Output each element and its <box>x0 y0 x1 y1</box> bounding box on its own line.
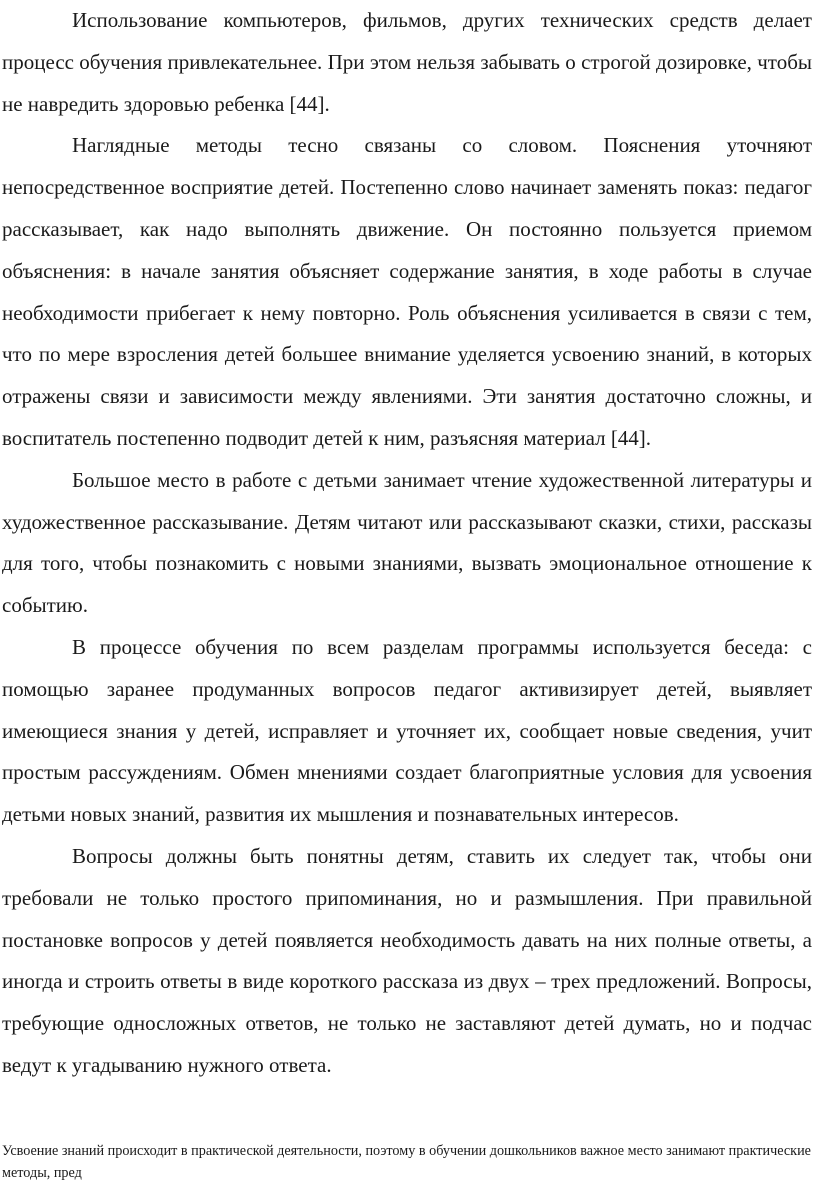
document-body <box>2 0 812 1087</box>
paragraph-4: В процессе обучения по всем разделам программы используется беседа: с помощью заранее продуманных вопросов педагог активизирует детей, выявляет имеющиеся знания у детей, исправляет и уточняет их, сообщает новые сведения, учит простым рассуждениям. Обмен мнениями создает благоприятные условия для усвоения детьми новых знаний, развития их мышления и познавательных интересов. <box>2 634 812 827</box>
footnote-text: Усвоение знаний происходит в практической деятельности, поэтому в обучении дошкольников важное место занимают практические методы, пред <box>2 1143 811 1181</box>
paragraph-5: Вопросы должны быть понятны детям, ставить их следует так, чтобы они требовали не только простого припоминания, но и размышления. При правильной постановке вопросов у детей появляется необходимость давать на них полные ответы, а иногда и строить ответы в виде короткого рассказа из двух – трех предложений. Вопросы, требующие односложных ответов, не только не заставляют детей думать, но и подчас ведут к угадыванию нужного ответа. <box>2 843 812 1077</box>
paragraph-1: Использование компьютеров, фильмов, других технических средств делает процесс обучения привлекательнее. При этом нельзя забывать о строгой дозировке, чтобы не навредить здоровью ребенка [44]. <box>2 8 812 116</box>
paragraph-2: Наглядные методы тесно связаны со словом. Пояснения уточняют непосредственное восприятие детей. Постепенно слово начинает заменять показ: педагог рассказывает, как надо выполнять движение. Он постоянно пользуется приемом объяснения: в начале занятия объясняет содержание занятия, в ходе работы в случае необходимости прибегает к нему повторно. Роль объяснения усиливается в связи с тем, что по мере взросления детей большее внимание уделяется усвоению знаний, в которых отражены связи и зависимости между явлениями. Эти занятия достаточно сложны, и воспитатель постепенно подводит детей к ним, разъясняя материал [44]. <box>2 133 812 450</box>
paragraph-3: Большое место в работе с детьми занимает чтение художественной литературы и художественное рассказывание. Детям читают или рассказывают сказки, стихи, рассказы для того, чтобы познакомить с новыми знаниями, вызвать эмоциональное отношение к событию. <box>2 467 812 618</box>
